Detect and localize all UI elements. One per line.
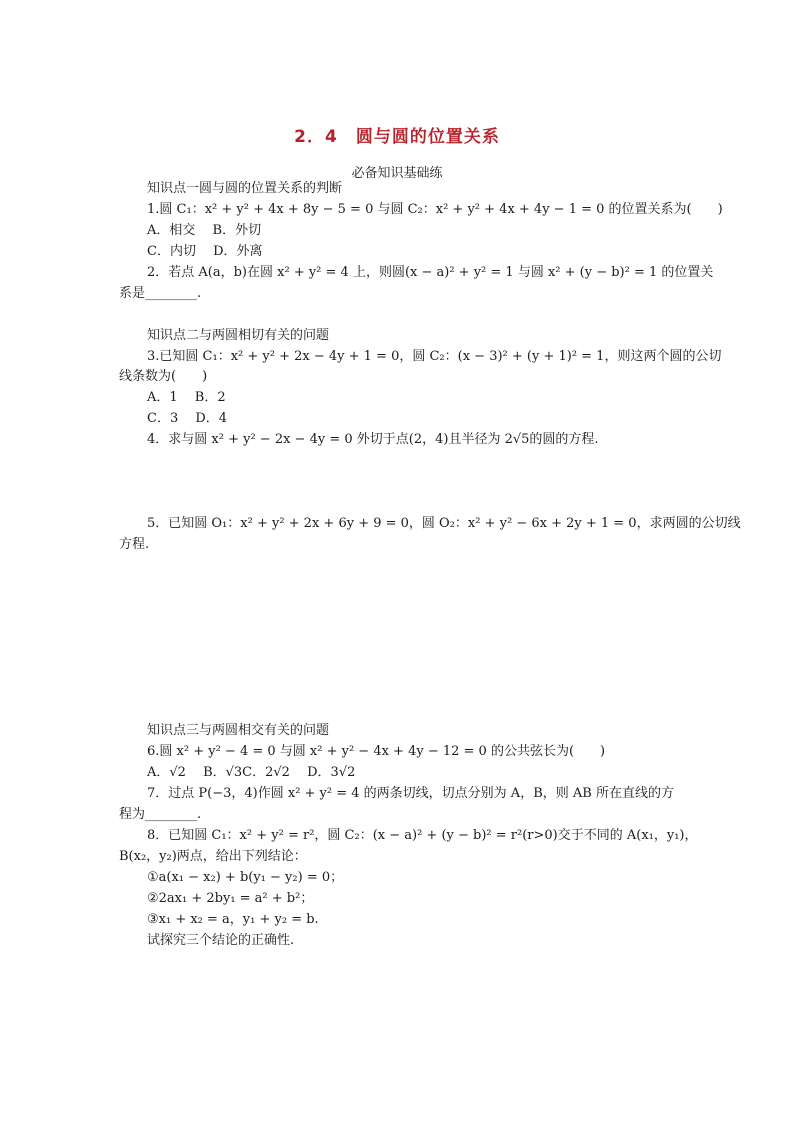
page-title: 2．4 圆与圆的位置关系 (294, 127, 500, 147)
question-6: 6.圆 x² + y² − 4 = 0 与圆 x² + y² − 4x + 4y − 12 = 0 的公共弦长为( ) (147, 744, 606, 759)
question-2: 2．若点 A(a，b)在圆 x² + y² = 4 上，则圆(x − a)² + y² = 1 与圆 x² + (y − b)² = 1 的位置关 (147, 265, 714, 280)
conclusion-2: ②2ax₁ + 2by₁ = a² + b²； (147, 891, 314, 906)
question-6-options: A．√2 B．√3C．2√2 D．3√2 (147, 765, 356, 780)
question-5-continued: 方程. (119, 537, 150, 552)
conclusion-3: ③x₁ + x₂ = a，y₁ + y₂ = b. (147, 912, 319, 927)
question-8-continued: B(x₂，y₂)两点，给出下列结论： (119, 849, 307, 864)
question-5: 5．已知圆 O₁：x² + y² + 2x + 6y + 9 = 0，圆 O₂：x² + y² − 6x + 2y + 1 = 0，求两圆的公切线 (147, 516, 741, 531)
question-7: 7．过点 P(−3，4)作圆 x² + y² = 4 的两条切线，切点分别为 A，B，则 AB 所在直线的方 (147, 786, 674, 801)
question-1-options-ab: A．相交 B．外切 (147, 223, 262, 238)
question-2-continued: 系是________. (119, 286, 202, 301)
question-4: 4．求与圆 x² + y² − 2x − 4y = 0 外切于点(2，4)且半径为 2√5的圆的方程. (147, 432, 599, 447)
knowledge-point-3-heading: 知识点三与两圆相交有关的问题 (147, 723, 330, 738)
section-subtitle: 必备知识基础练 (351, 166, 443, 181)
question-1: 1.圆 C₁：x² + y² + 4x + 8y − 5 = 0 与圆 C₂：x² + y² + 4x + 4y − 1 = 0 的位置关系为( ) (147, 202, 723, 217)
question-3: 3.已知圆 C₁：x² + y² + 2x − 4y + 1 = 0，圆 C₂：(x − 3)² + (y + 1)² = 1，则这两个圆的公切 (147, 349, 722, 364)
question-8: 8．已知圆 C₁：x² + y² = r²，圆 C₂：(x − a)² + (y − b)² = r²(r>0)交于不同的 A(x₁，y₁)， (147, 828, 698, 843)
conclusion-1: ①a(x₁ − x₂) + b(y₁ − y₂) = 0； (147, 870, 344, 885)
question-3-options-cd: C．3 D．4 (147, 411, 228, 426)
question-3-options-ab: A．1 B．2 (147, 390, 226, 405)
question-3-continued: 线条数为( ) (119, 369, 208, 384)
knowledge-point-1-heading: 知识点一圆与圆的位置关系的判断 (147, 181, 343, 196)
question-7-continued: 程为________. (119, 807, 202, 822)
knowledge-point-2-heading: 知识点二与两圆相切有关的问题 (147, 328, 330, 343)
question-8-task: 试探究三个结论的正确性. (147, 933, 295, 948)
question-1-options-cd: C．内切 D．外离 (147, 244, 263, 259)
